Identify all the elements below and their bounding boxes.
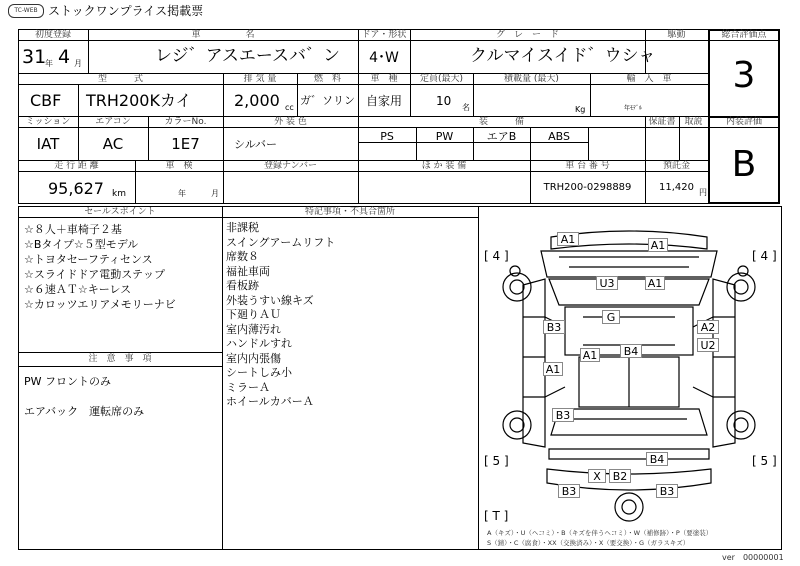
equip-ps: PS: [380, 130, 394, 143]
list-item: [24, 389, 144, 404]
displacement-unit: cc: [285, 103, 294, 112]
damage-mark: B2: [609, 469, 631, 483]
tire-label-front-left: [ 4 ]: [484, 249, 509, 263]
equipment-label: 装 備: [478, 117, 524, 127]
displacement-value: 2,000: [234, 91, 280, 110]
exterior-value: シルバー: [234, 138, 277, 151]
inspection-year-unit: 年: [178, 189, 186, 198]
damage-mark: B3: [543, 320, 565, 334]
damage-mark: A1: [645, 276, 665, 290]
list-item: ☆８人＋車椅子２基: [24, 223, 122, 236]
damage-mark: U3: [596, 276, 618, 290]
damage-mark: A2: [697, 320, 719, 334]
notes-label: 注 意 事 項: [88, 354, 152, 364]
list-item: ☆６速ＡＴ☆キーレス: [24, 283, 132, 296]
category-label: 車 種: [370, 74, 398, 84]
list-item: ☆カロッツエリアメモリーナビ: [24, 298, 176, 311]
type-label: 型 式: [97, 74, 143, 84]
damage-mark: U2: [697, 338, 719, 352]
drive-label: 駆動: [667, 30, 686, 40]
list-item: 室内内張傷: [226, 351, 281, 365]
equip-pw: PW: [435, 130, 454, 143]
month-unit: 月: [74, 59, 82, 68]
mileage-value: 95,627: [48, 179, 104, 198]
exterior-label: 外 装 色: [274, 117, 307, 127]
equip-airbag: エアB: [486, 130, 517, 143]
aircon-label: エアコン: [95, 117, 131, 127]
logo-text: TC-WEB: [14, 7, 38, 14]
first-reg-month: 4: [58, 46, 71, 68]
damage-mark: G: [602, 310, 620, 324]
inspection-label: 車 検: [165, 161, 193, 171]
tire-label-rear-left: [ 5 ]: [484, 454, 509, 468]
list-item: 下廻りＡＵ: [226, 308, 281, 321]
overall-score: 3: [732, 55, 756, 96]
car-inspection-diagram: [479, 207, 781, 549]
plate-label: 登録ナンバー: [264, 161, 317, 171]
interior-score: B: [731, 144, 757, 185]
damage-mark: B4: [620, 344, 642, 358]
version-label: ver 00000001: [722, 553, 784, 562]
list-item: ミラーＡ: [226, 380, 270, 394]
fuel-value: ガ゛ソリン: [300, 94, 355, 107]
list-item: ホイールカバーＡ: [226, 395, 314, 408]
list-item: PW フロントのみ: [24, 375, 112, 388]
import-label: 輸 入 車: [626, 74, 672, 84]
manual-label: 取説: [684, 117, 703, 127]
door-value: 4･W: [369, 50, 399, 66]
list-item: 福祉車両: [226, 264, 270, 278]
list-item: ハンドルすれ: [226, 337, 292, 350]
list-item: 非課税: [226, 221, 259, 234]
damage-mark: A1: [580, 348, 600, 362]
tire-label-spare: [ T ]: [484, 509, 509, 523]
list-item: ☆スライドドア電動ステップ: [24, 268, 165, 281]
damage-mark: B4: [646, 452, 668, 466]
mileage-unit: km: [112, 189, 126, 199]
list-item: エアバック 運転席のみ: [24, 405, 145, 418]
grade-value: クルマイスイド゛ウシャ: [470, 46, 656, 66]
color-no-label: カラーNo.: [164, 117, 207, 127]
list-item: スイングアームリフト: [226, 235, 336, 249]
remarks-label: 特記事項・不具合箇所: [304, 207, 395, 217]
list-item: 外装うすい線キズ: [226, 293, 314, 307]
list-item: ☆トヨタセーフティセンス: [24, 253, 153, 266]
capacity-value: 10: [436, 94, 452, 108]
page-title: ストックワンプライス掲載票: [48, 4, 204, 18]
sales-points-list: [24, 222, 176, 312]
list-item: ☆Bタイプ☆５型モデル: [24, 238, 139, 251]
chassis-label: 車 台 番 号: [565, 161, 610, 171]
damage-mark: A1: [557, 232, 579, 246]
other-equip-label: ほ か 装 備: [421, 161, 467, 171]
deposit-unit: 円: [699, 188, 707, 197]
car-name-label: 車 名: [191, 30, 255, 40]
equip-abs: ABS: [548, 130, 570, 143]
damage-mark: A1: [648, 238, 668, 252]
first-reg-year: 31: [22, 46, 47, 68]
year-unit: 年: [45, 59, 53, 68]
remarks-list: [226, 221, 335, 410]
damage-mark: A1: [543, 362, 563, 376]
damage-mark: X: [588, 469, 606, 483]
logo: [8, 4, 44, 18]
aircon-value: AC: [102, 135, 124, 153]
type-prefix: CBF: [30, 91, 62, 110]
tire-label-rear-right: [ 5 ]: [752, 454, 777, 468]
import-note: 年ﾓﾃﾞﾙ: [624, 105, 643, 112]
list-item: 看板跡: [226, 279, 259, 292]
capacity-unit: 名: [462, 103, 470, 112]
fuel-label: 燃 料: [313, 74, 341, 84]
deposit-label: 預託金: [662, 161, 690, 171]
color-no-value: 1E7: [171, 135, 200, 153]
mission-value: IAT: [36, 135, 60, 153]
notes-list: [24, 374, 144, 419]
capacity-label: 定員(最大): [419, 74, 464, 84]
load-label: 積載量 (最大): [504, 74, 559, 84]
list-item: シートしみ小: [226, 366, 292, 379]
list-item: 室内薄汚れ: [226, 322, 281, 336]
damage-mark: B3: [656, 484, 678, 498]
damage-mark: B3: [558, 484, 580, 498]
warranty-label: 保証書: [648, 117, 676, 127]
deposit-value: 11,420: [659, 182, 694, 193]
grade-label: グ レ ー ド: [495, 30, 559, 40]
tire-label-front-right: [ 4 ]: [752, 249, 777, 263]
list-item: 席数８: [226, 250, 259, 263]
mileage-label: 走 行 距 離: [54, 161, 99, 171]
damage-legend-line1: A（キズ）・U（ヘコミ）・B（キズを伴うヘコミ）・W（補修跡）・P（要塗装）: [487, 529, 713, 537]
type-model: TRH200Kカイ: [86, 91, 192, 110]
sales-points-label: セールスポイント: [84, 207, 156, 217]
door-label: ドア・形状: [361, 30, 407, 40]
first-reg-label: 初度登録: [34, 30, 71, 40]
overall-score-label: 総合評価点: [721, 30, 767, 40]
car-name-value: レジ゛アスエースバ゛ン: [155, 46, 341, 66]
load-unit: Kg: [575, 105, 586, 114]
interior-score-label: 内装評価: [725, 117, 762, 127]
category-value: 自家用: [365, 94, 402, 108]
mission-label: ミッション: [25, 117, 71, 127]
damage-mark: B3: [552, 408, 574, 422]
damage-legend-line2: S（錆）・C（腐食）・XX（交換済み）・X（要交換）・G（ガラスキズ）: [487, 539, 690, 547]
chassis-value: TRH200-0298889: [543, 182, 632, 193]
inspection-month-unit: 月: [211, 189, 219, 198]
displacement-label: 排 気 量: [243, 74, 277, 84]
